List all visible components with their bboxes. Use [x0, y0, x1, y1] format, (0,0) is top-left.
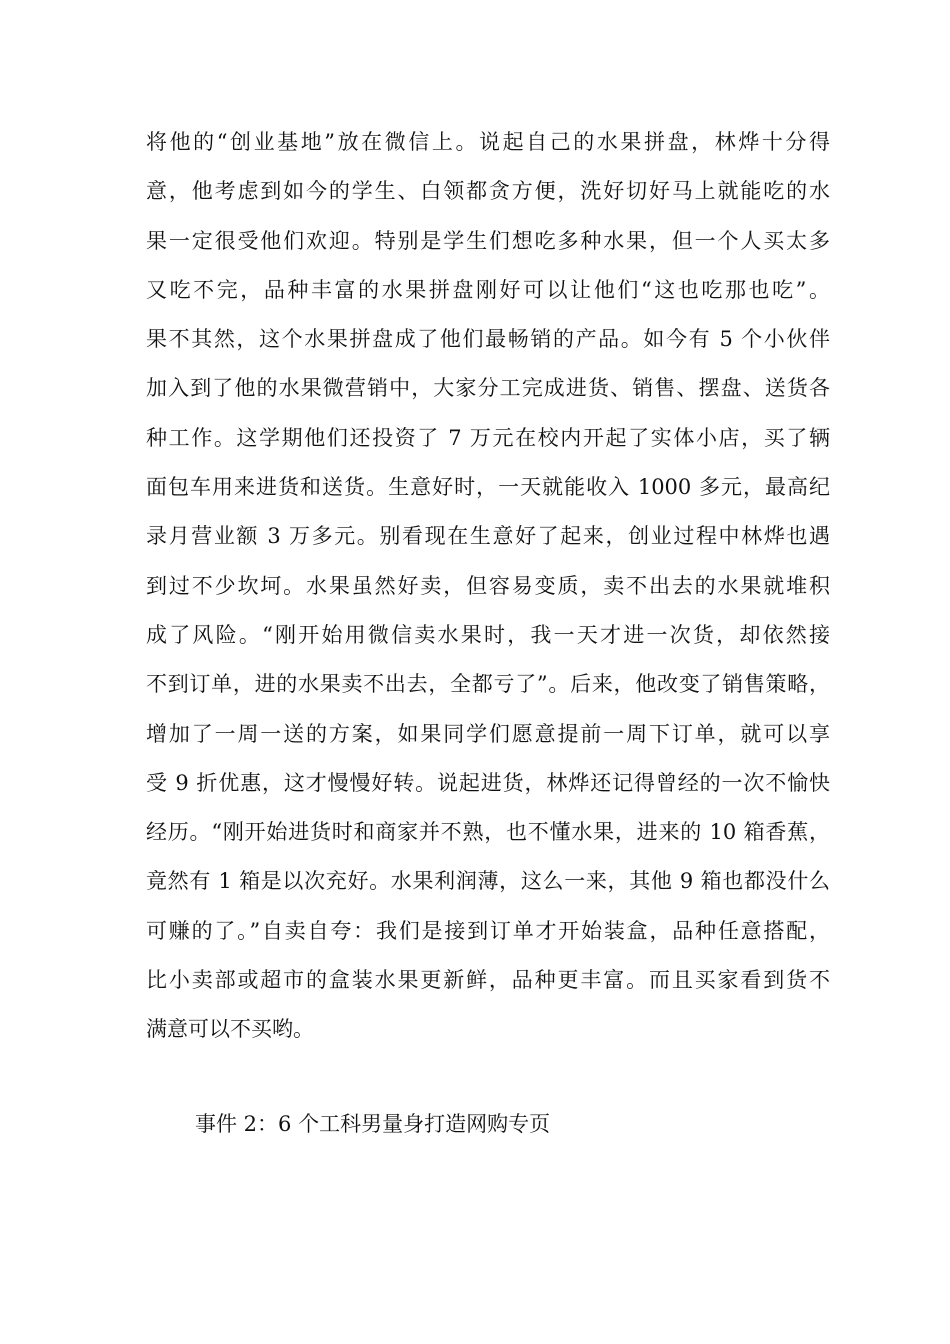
paragraph-line: 又吃不完，品种丰富的水果拼盘刚好可以让他们“这也吃那也吃”。 — [146, 277, 830, 302]
body-paragraph — [146, 118, 830, 1055]
paragraph-line: 意，他考虑到如今的学生、白领都贪方便，洗好切好马上就能吃的水 — [146, 179, 830, 204]
paragraph-line: 加入到了他的水果微营销中，大家分工完成进货、销售、摆盘、送货各 — [146, 376, 830, 401]
paragraph-line: 竟然有 1 箱是以次充好。水果利润薄，这么一来，其他 9 箱也都没什么 — [146, 869, 830, 894]
paragraph-line: 将他的“创业基地”放在微信上。说起自己的水果拼盘，林烨十分得 — [146, 130, 830, 154]
paragraph-line: 受 9 折优惠，这才慢慢好转。说起进货，林烨还记得曾经的一次不愉快 — [146, 770, 830, 795]
section-heading: 事件 2：6 个工科男量身打造网购专页 — [195, 1112, 551, 1136]
paragraph-line: 果一定很受他们欢迎。特别是学生们想吃多种水果，但一个人买太多 — [146, 228, 830, 253]
paragraph-line: 到过不少坎坷。水果虽然好卖，但容易变质，卖不出去的水果就堆积 — [146, 573, 830, 598]
paragraph-line: 果不其然，这个水果拼盘成了他们最畅销的产品。如今有 5 个小伙伴 — [146, 327, 830, 352]
paragraph-line: 面包车用来进货和送货。生意好时，一天就能收入 1000 多元，最高纪 — [146, 475, 830, 500]
paragraph-line: 种工作。这学期他们还投资了 7 万元在校内开起了实体小店，买了辆 — [146, 425, 830, 450]
paragraph-line: 比小卖部或超市的盒装水果更新鲜，品种更丰富。而且买家看到货不 — [146, 968, 830, 993]
paragraph-line: 满意可以不买哟。 — [146, 1017, 314, 1042]
paragraph-line: 可赚的了。”自卖自夸：我们是接到订单才开始装盒，品种任意搭配， — [146, 918, 830, 943]
paragraph-line: 录月营业额 3 万多元。别看现在生意好了起来，创业过程中林烨也遇 — [146, 524, 830, 549]
paragraph-line: 不到订单，进的水果卖不出去，全都亏了”。后来，他改变了销售策略， — [146, 672, 830, 697]
paragraph-line: 成了风险。“刚开始用微信卖水果时，我一天才进一次货，却依然接 — [146, 622, 830, 647]
paragraph-line: 增加了一周一送的方案，如果同学们愿意提前一周下订单，就可以享 — [146, 721, 830, 746]
paragraph-line: 经历。“刚开始进货时和商家并不熟，也不懂水果，进来的 10 箱香蕉， — [146, 820, 830, 845]
